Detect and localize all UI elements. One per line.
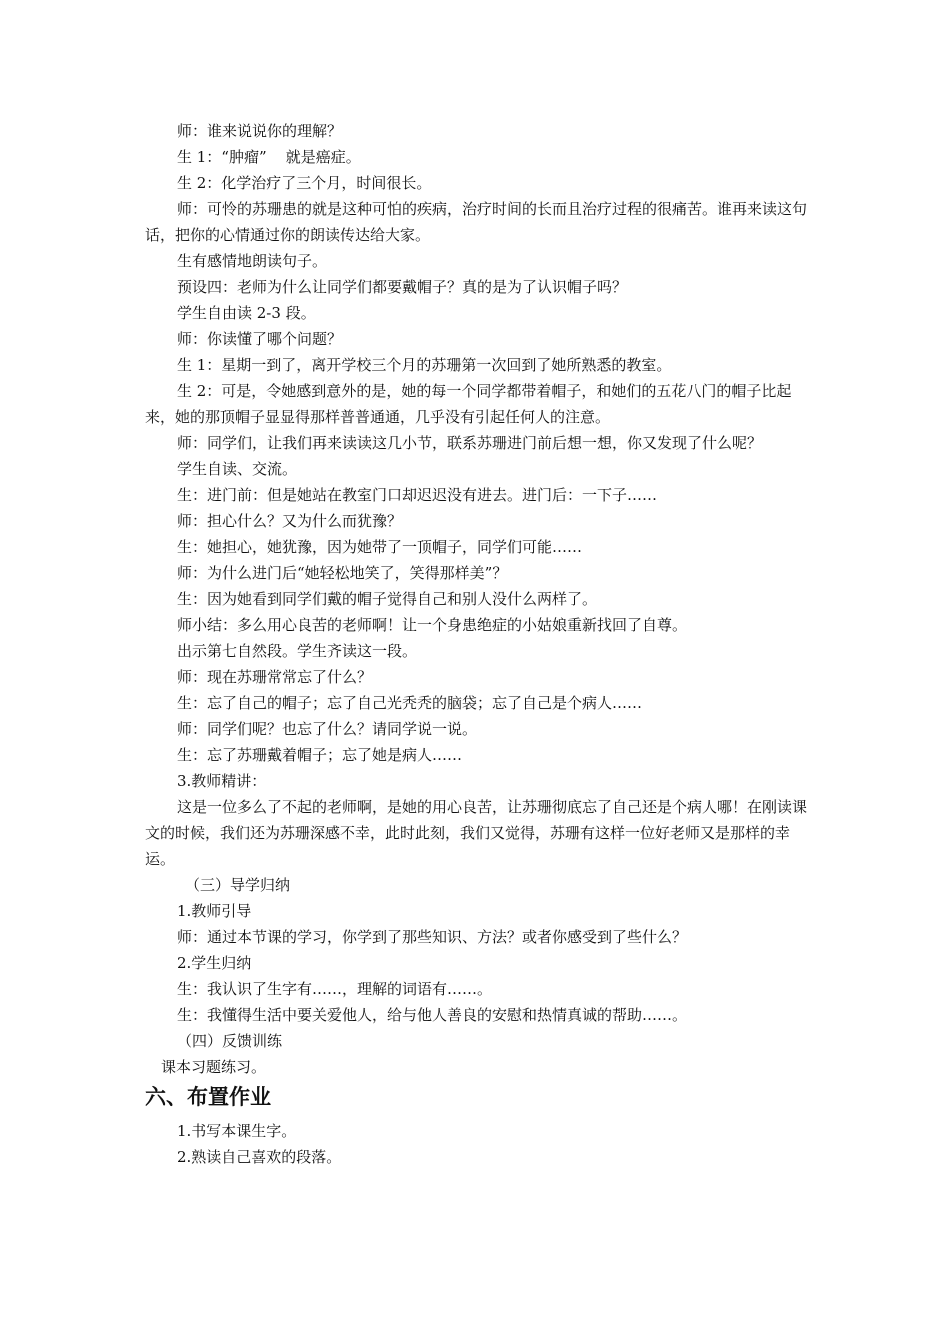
paragraph: 师：可怜的苏珊患的就是这种可怕的疾病，治疗时间的长而且治疗过程的很痛苦。谁再来读这句话，把你的心情通过你的朗读传达给大家。 <box>145 200 808 244</box>
paragraph: 师：通过本节课的学习，你学到了那些知识、方法？或者你感受到了些什么？ <box>177 928 688 946</box>
section-heading: 六、布置作业 <box>145 1085 271 1109</box>
paragraph: 生有感情地朗读句子。 <box>177 252 328 270</box>
paragraph: 生：进门前：但是她站在教室门口却迟迟没有进去。进门后：一下子…… <box>177 486 658 504</box>
paragraph: 师：谁来说说你的理解？ <box>177 122 343 140</box>
paragraph: 预设四：老师为什么让同学们都要戴帽子？真的是为了认识帽子吗？ <box>177 278 628 296</box>
paragraph: 学生自由读 2-3 段。 <box>177 304 316 322</box>
paragraph: 生：我懂得生活中要关爱他人，给与他人善良的安慰和热情真诚的帮助……。 <box>177 1006 688 1024</box>
paragraph: 生：忘了苏珊戴着帽子；忘了她是病人…… <box>177 746 463 764</box>
paragraph: 生：因为她看到同学们戴的帽子觉得自己和别人没什么两样了。 <box>177 590 598 608</box>
paragraph: （三）导学归纳 <box>185 876 291 894</box>
paragraph: 课本习题练习。 <box>161 1058 267 1076</box>
paragraph: 2.学生归纳 <box>177 954 252 972</box>
paragraph: 1.教师引导 <box>177 902 252 920</box>
paragraph: 3.教师精讲： <box>177 772 267 790</box>
paragraph: 生 2：可是，令她感到意外的是，她的每一个同学都带着帽子，和她们的五花八门的帽子比起来，她的那顶帽子显显得那样普普通通，几乎没有引起任何人的注意。 <box>145 382 792 426</box>
paragraph: 出示第七自然段。学生齐读这一段。 <box>177 642 418 660</box>
paragraph: 学生自读、交流。 <box>177 460 298 478</box>
paragraph: 师：现在苏珊常常忘了什么？ <box>177 668 373 686</box>
paragraph: 生：我认识了生字有……，理解的词语有……。 <box>177 980 493 998</box>
paragraph: 师小结：多么用心良苦的老师啊！让一个身患绝症的小姑娘重新找回了自尊。 <box>177 616 688 634</box>
paragraph: 师：担心什么？又为什么而犹豫？ <box>177 512 403 530</box>
paragraph: 师：同学们呢？也忘了什么？请同学说一说。 <box>177 720 478 738</box>
paragraph: 1.书写本课生字。 <box>177 1122 297 1140</box>
paragraph: 生 1：“肿瘤” 就是癌症。 <box>177 148 361 166</box>
paragraph: 生：她担心，她犹豫，因为她带了一顶帽子，同学们可能…… <box>177 538 583 556</box>
paragraph: 生 2：化学治疗了三个月，时间很长。 <box>177 174 432 192</box>
paragraph: 这是一位多么了不起的老师啊，是她的用心良苦，让苏珊彻底忘了自己还是个病人哪！在刚读课文的时候，我们还为苏珊深感不幸，此时此刻，我们又觉得，苏珊有这样一位好老师又是那样的幸运。 <box>145 798 808 868</box>
paragraph: 2.熟读自己喜欢的段落。 <box>177 1148 342 1166</box>
paragraph: 师：你读懂了哪个问题？ <box>177 330 343 348</box>
paragraph: （四）反馈训练 <box>177 1032 283 1050</box>
document-body <box>145 118 813 1170</box>
paragraph: 生 1：星期一到了，离开学校三个月的苏珊第一次回到了她所熟悉的教室。 <box>177 356 672 374</box>
paragraph: 师：为什么进门后“她轻松地笑了，笑得那样美”？ <box>177 564 508 582</box>
paragraph: 生：忘了自己的帽子；忘了自己光秃秃的脑袋；忘了自己是个病人…… <box>177 694 643 712</box>
paragraph: 师：同学们，让我们再来读读这几小节，联系苏珊进门前后想一想，你又发现了什么呢？ <box>177 434 763 452</box>
